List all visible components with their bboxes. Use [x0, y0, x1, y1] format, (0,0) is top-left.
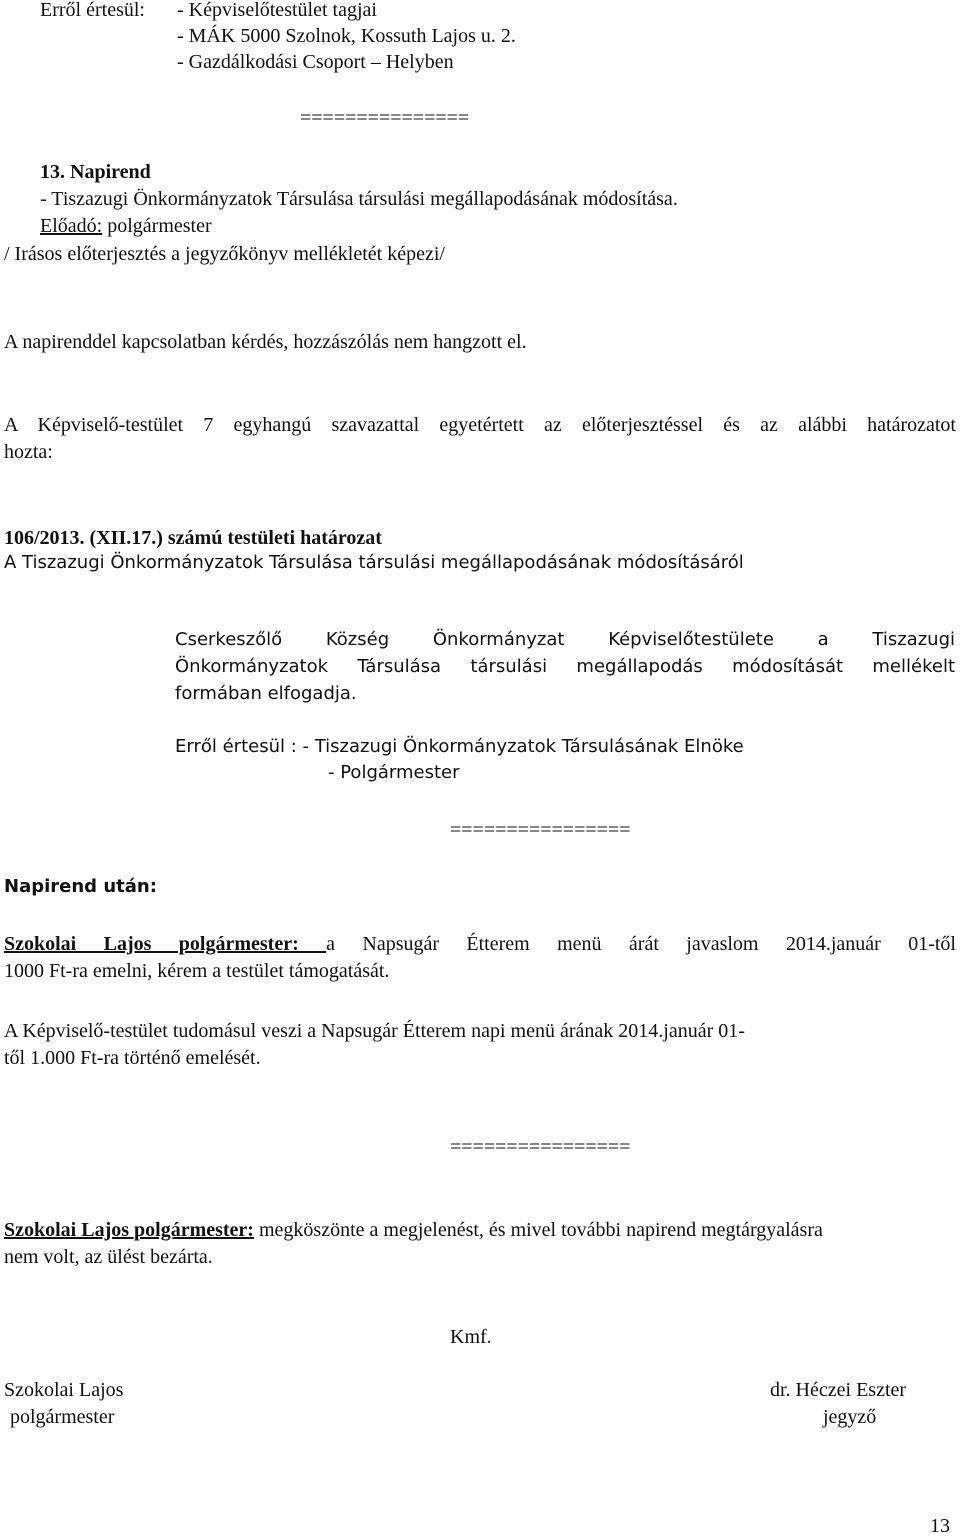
acknowledge-line2: től 1.000 Ft-ra történő emelését. [4, 1047, 261, 1069]
no-questions-text: A napirenddel kapcsolatban kérdés, hozzászólás nem hangzott el. [4, 331, 527, 353]
resolution-notify-line1: Erről értesül : - Tiszazugi Önkormányzatok Társulásának Elnöke [175, 736, 744, 757]
vote-text-line2: hozta: [4, 441, 53, 463]
proposal-line2: 1000 Ft-ra emelni, kérem a testület támogatását. [4, 960, 390, 982]
signature-right-title: jegyző [823, 1406, 877, 1428]
page-number: 13 [930, 1515, 950, 1537]
after-agenda-heading: Napirend után: [4, 876, 157, 897]
presenter-line [40, 214, 212, 238]
distribution-label: Erről értesül: [40, 0, 145, 21]
distribution-item: - Képviselőtestület tagjai [177, 0, 377, 21]
closing-speaker: Szokolai Lajos polgármester: [4, 1219, 254, 1241]
separator: =============== [300, 107, 470, 129]
resolution-subject: A Tiszazugi Önkormányzatok Társulása társulási megállapodásának módosításáról [4, 552, 744, 573]
distribution-item: - Gazdálkodási Csoport – Helyben [177, 51, 454, 73]
signature-left-title: polgármester [10, 1406, 115, 1428]
resolution-notify-line2: - Polgármester [328, 762, 460, 783]
acknowledge-line1: A Képviselő-testület tudomásul veszi a Napsugár Étterem napi menü árának 2014.január 01- [4, 1020, 745, 1042]
signature-right-name: dr. Héczei Eszter [770, 1379, 907, 1401]
proposal-line1 [4, 932, 956, 956]
presenter-label: Előadó: [40, 215, 103, 237]
agenda-title: - Tiszazugi Önkormányzatok Társulása társulási megállapodásának módosítása. [40, 188, 678, 210]
proposal-text: a Napsugár Étterem menü árát javaslom 2014.január 01-től [326, 933, 956, 955]
resolution-body-line1: Cserkeszőlő Község Önkormányzat Képviselőtestülete a Tiszazugi [175, 629, 955, 650]
closing-line2: nem volt, az ülést bezárta. [4, 1246, 213, 1268]
proposal-speaker: Szokolai Lajos polgármester: [4, 933, 327, 955]
closing-text: megköszönte a megjelenést, és mivel további napirend megtárgyalásra [253, 1219, 823, 1241]
presenter-value: polgármester [102, 215, 212, 237]
kmf-label: Kmf. [450, 1326, 492, 1348]
attachment-note: / Irásos előterjesztés a jegyzőkönyv mellékletét képezi/ [4, 243, 445, 265]
distribution-item: - MÁK 5000 Szolnok, Kossuth Lajos u. 2. [177, 25, 516, 47]
resolution-body-line2: Önkormányzatok Társulása társulási megállapodás módosítását mellékelt [175, 656, 955, 677]
vote-text-line1: A Képviselő-testület 7 egyhangú szavazattal egyetértett az előterjesztéssel és az alábbi határozatot [4, 414, 956, 436]
signature-left-name: Szokolai Lajos [4, 1379, 124, 1401]
agenda-heading: 13. Napirend [40, 161, 151, 183]
closing-line1 [4, 1218, 823, 1242]
resolution-body-line3: formában elfogadja. [175, 683, 357, 704]
separator: ================ [450, 1136, 631, 1158]
separator: ================ [450, 819, 631, 841]
resolution-number: 106/2013. (XII.17.) számú testületi határozat [4, 527, 382, 549]
